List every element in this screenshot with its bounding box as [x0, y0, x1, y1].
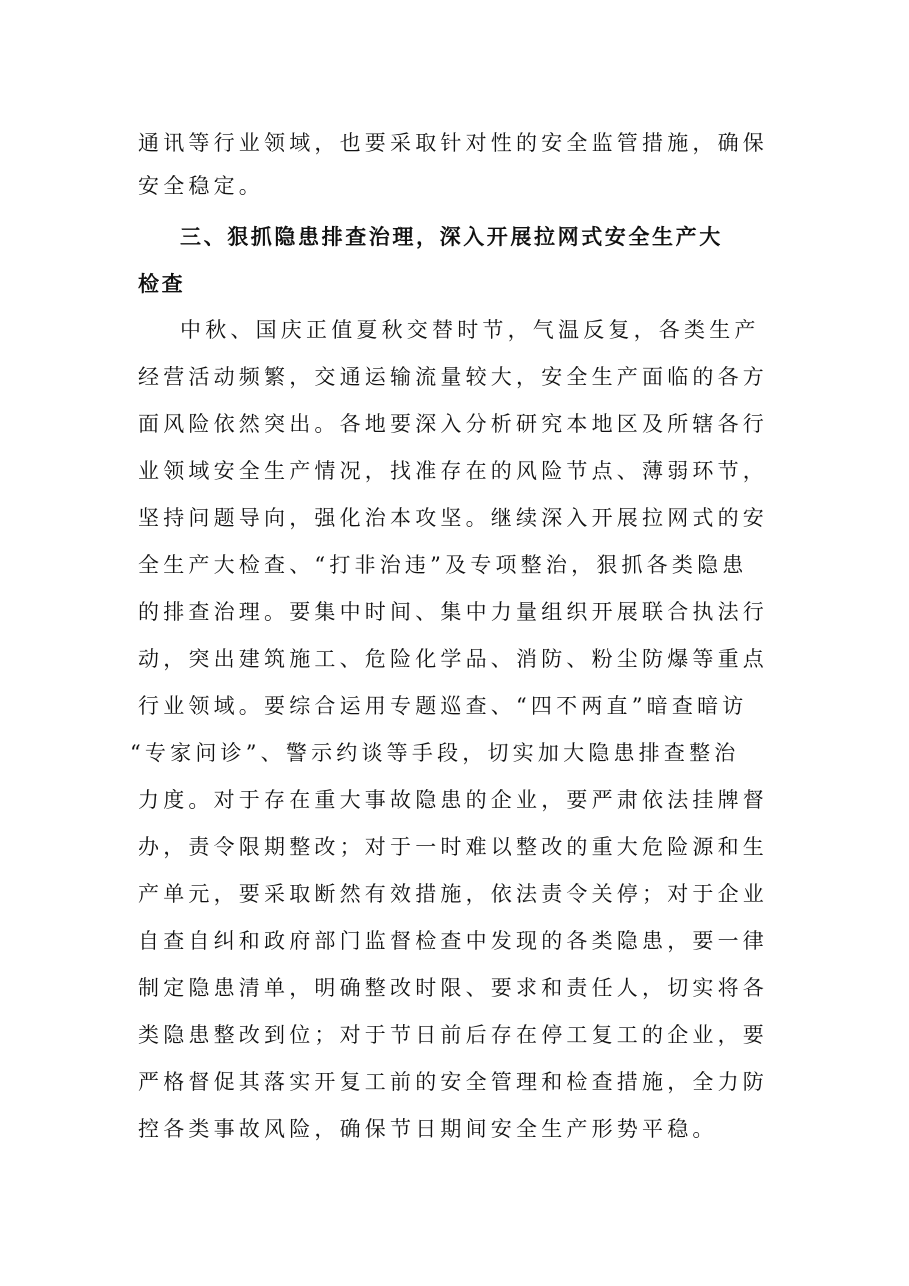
body-line-11: 力度。对于存在重大事故隐患的企业，要严肃依法挂牌督 — [138, 788, 768, 812]
intro-line-2: 安全稳定。 — [138, 174, 264, 198]
body-line-8: 动，突出建筑施工、危险化学品、消防、粉尘防爆等重点 — [138, 647, 768, 671]
body-line-12: 办，责令限期整改；对于一时难以整改的重大危险源和生 — [138, 835, 768, 859]
body-line-10: “专家问诊”、警示约谈等手段，切实加大隐患排查整治 — [130, 741, 740, 765]
body-line-13: 产单元，要采取断然有效措施，依法责令关停；对于企业 — [138, 882, 768, 906]
section-heading-line-2: 检查 — [138, 272, 186, 296]
body-line-2: 经营活动频繁，交通运输流量较大，安全生产面临的各方 — [138, 365, 768, 389]
intro-line-1: 通讯等行业领域，也要采取针对性的安全监管措施，确保 — [138, 131, 768, 155]
section-heading-line-1: 三、狠抓隐患排查治理，深入开展拉网式安全生产大 — [180, 225, 723, 249]
body-line-17: 严格督促其落实开复工前的安全管理和检查措施，全力防 — [138, 1070, 768, 1094]
body-line-1: 中秋、国庆正值夏秋交替时节，气温反复，各类生产 — [180, 318, 760, 342]
body-line-15: 制定隐患清单，明确整改时限、要求和责任人，切实将各 — [138, 976, 768, 1000]
body-line-6: 全生产大检查、“打非治违”及专项整治，狠抓各类隐患 — [138, 553, 748, 577]
body-line-18: 控各类事故风险，确保节日期间安全生产形势平稳。 — [138, 1117, 718, 1141]
body-line-16: 类隐患整改到位；对于节日前后存在停工复工的企业，要 — [138, 1023, 768, 1047]
body-line-5: 坚持问题导向，强化治本攻坚。继续深入开展拉网式的安 — [138, 506, 768, 530]
body-line-7: 的排查治理。要集中时间、集中力量组织开展联合执法行 — [138, 600, 768, 624]
body-line-4: 业领域安全生产情况，找准存在的风险节点、薄弱环节， — [138, 459, 768, 483]
body-line-14: 自查自纠和政府部门监督检查中发现的各类隐患，要一律 — [138, 929, 768, 953]
body-line-3: 面风险依然突出。各地要深入分析研究本地区及所辖各行 — [138, 412, 768, 436]
body-line-9: 行业领域。要综合运用专题巡查、“四不两直”暗查暗访 — [138, 694, 748, 718]
